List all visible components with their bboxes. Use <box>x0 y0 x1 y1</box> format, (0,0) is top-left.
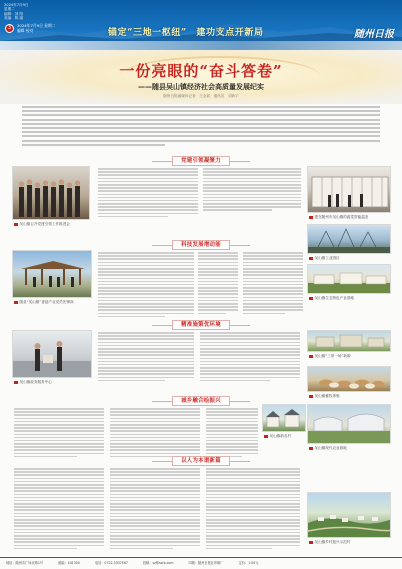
byline: 随州日报融媒体记者 王业斌 通讯员 刘新宇 <box>163 94 239 98</box>
masthead-banner <box>0 0 402 50</box>
barn-icon <box>308 405 391 444</box>
caption-farm-base: 吴山镇生态特色产业基地 <box>309 296 399 300</box>
issue-info: 2024年7月9日 星期二 编辑：刘 阳 美编：陈 丽 <box>4 3 29 20</box>
page-footer <box>0 557 402 569</box>
section4-column-c <box>206 408 258 459</box>
caption-meeting: 吴山镇召开党建引领工作推进会 <box>14 222 94 226</box>
edition-date: 2024年7月9日 星期二 编辑 校对 <box>17 23 56 33</box>
photo-greenhouse <box>307 166 391 213</box>
main-headline: 一份亮眼的“奋斗答卷” <box>119 62 283 80</box>
lead-paragraph <box>22 106 380 148</box>
hero-headline-area <box>0 50 402 104</box>
section2-column-b <box>198 252 238 316</box>
section4-column-a <box>14 408 104 459</box>
section-header-2: 科技发展增动能 <box>0 240 402 250</box>
main-subheadline: ——随县吴山镇经济社会高质量发展纪实 <box>138 83 264 91</box>
section3-column-a <box>98 332 194 383</box>
photo-pavilion <box>12 250 92 298</box>
section5-column-c <box>206 468 300 551</box>
field-icon <box>308 265 391 294</box>
section2-column-c <box>243 252 303 316</box>
caption-plaza: 吴山镇“三馆一场”新貌 <box>309 354 399 358</box>
section5-column-b <box>110 468 200 551</box>
section2-column-a <box>98 252 194 319</box>
section5-column-a <box>14 468 104 551</box>
caption-industry: 吴山镇工业园区 <box>309 256 399 260</box>
banner-slogan: 锚定“三地一枢纽” 建功支点开新局 <box>108 28 264 38</box>
section1-column-b <box>203 168 301 213</box>
photo-service-center <box>12 330 92 378</box>
photo-meeting <box>12 166 90 220</box>
edition-number-badge: 3 <box>5 24 14 33</box>
caption-modern-farm: 吴山镇现代农业基地 <box>309 446 399 450</box>
people-icon <box>13 167 90 220</box>
banner-bottom-strip <box>0 41 402 50</box>
plaza-icon <box>308 331 391 352</box>
footer-address: 地址：随州市广场北路1号 <box>6 561 44 565</box>
footer-printer: 印刷：随州日报社印刷厂 <box>188 561 224 565</box>
section-header-1: 党建引领凝聚力 <box>0 156 402 166</box>
footer-price: 定价：1.00元 <box>238 561 259 565</box>
caption-livestock: 吴山镇畜牧养殖 <box>309 394 399 398</box>
caption-pavilion: 随县“吴山镇”香菇产业党员先锋岗 <box>14 300 98 304</box>
footer-phone: 电话：0722-3337567 <box>94 561 128 565</box>
section4-column-b <box>110 408 200 459</box>
photo-livestock <box>307 366 391 392</box>
section-header-4: 城乡融合绘振兴 <box>0 396 402 406</box>
footer-postcode: 邮编：441300 <box>58 561 80 565</box>
photo-village <box>262 404 306 432</box>
newspaper-logo: 随州日报 <box>354 29 394 40</box>
photo-aerial-village <box>307 492 391 538</box>
aerial-view-icon <box>308 493 391 538</box>
cattle-icon <box>308 367 391 392</box>
caption-village: 吴山镇新农村 <box>264 434 312 438</box>
photo-farm-base <box>307 264 391 294</box>
section-header-3: 精准施策优环境 <box>0 320 402 330</box>
section3-column-b <box>200 332 300 383</box>
greenhouse-icon <box>308 167 391 213</box>
houses-icon <box>263 405 306 432</box>
footer-email: 投稿：sz@szrb.com <box>142 561 174 565</box>
photo-modern-farm <box>307 404 391 444</box>
section-header-5: 以人为本谱新篇 <box>0 456 402 466</box>
caption-greenhouse: 建在随州市吴山镇的蔬菜智能温室 <box>309 215 399 219</box>
pavilion-icon <box>13 251 92 298</box>
office-icon <box>13 331 92 378</box>
caption-service-center: 吴山镇政务服务中心 <box>14 380 98 384</box>
caption-aerial-village: 吴山镇乡村振兴示范村 <box>309 540 399 544</box>
section1-column-a <box>98 168 198 219</box>
photo-plaza <box>307 330 391 352</box>
